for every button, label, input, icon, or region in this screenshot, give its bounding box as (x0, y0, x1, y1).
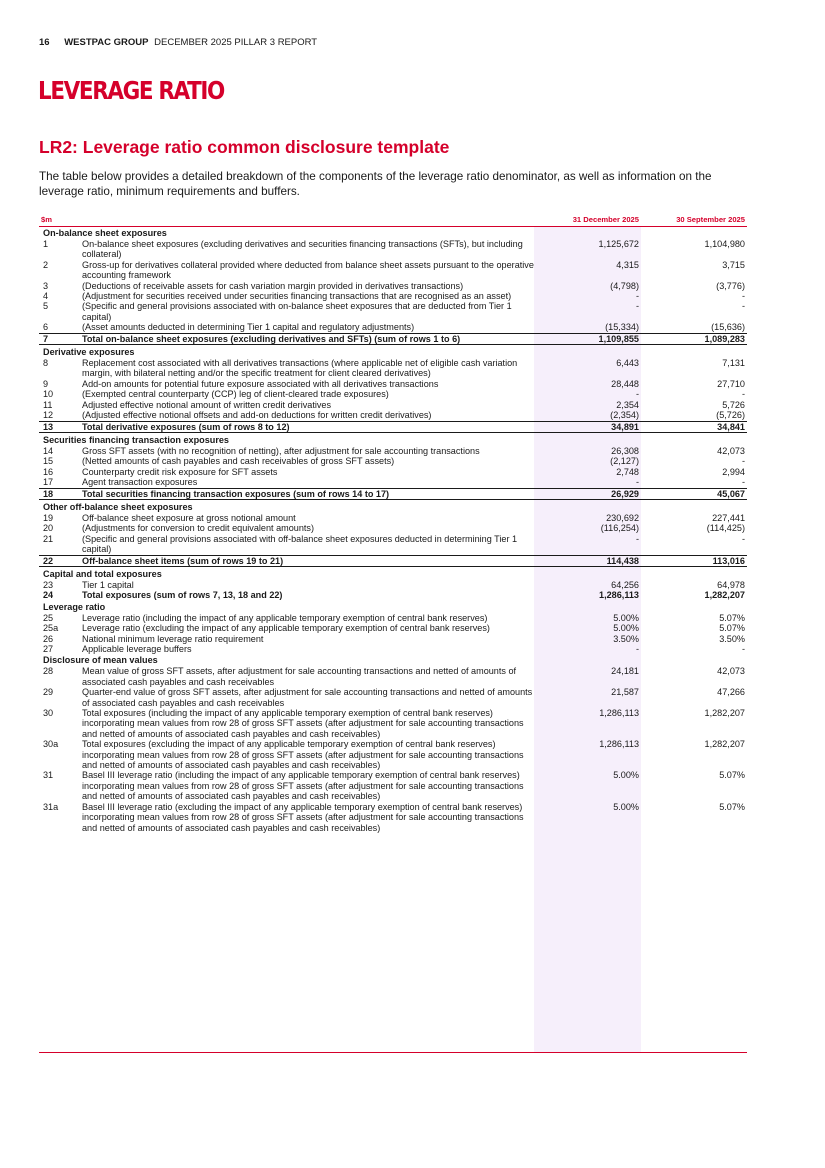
value-dec-2025: 2,748 (616, 466, 639, 477)
row-description: Basel III leverage ratio (excluding the impact of any applicable temporary exemption of central bank reserves) incorporating mean values from row 28 of gross SFT assets (after adjustment for sale accounting transactions and netted of amounts of associated cash payables and cash receivables) (82, 801, 524, 833)
row-number: 29 (43, 687, 54, 698)
table-row (39, 322, 747, 332)
value-sep-2025: 113,016 (712, 555, 745, 566)
value-sep-2025: 1,089,283 (704, 333, 745, 344)
value-sep-2025: 1,282,207 (704, 590, 745, 601)
table-row (39, 613, 747, 623)
row-number: 30a (43, 739, 59, 750)
value-dec-2025: - (635, 533, 639, 544)
value-sep-2025: 5.07% (719, 801, 745, 812)
row-number: 8 (43, 358, 49, 369)
value-sep-2025: 34,841 (717, 421, 745, 432)
value-sep-2025: (5,726) (716, 410, 745, 421)
value-dec-2025: 21,587 (611, 687, 639, 698)
row-description: Adjusted effective notional amount of written credit derivatives (82, 399, 332, 410)
table-title: LR2: Leverage ratio common disclosure template (39, 137, 450, 157)
table-row (39, 623, 747, 633)
row-description: Replacement cost associated with all derivatives transactions (where applicable net of eligible cash variation margin, with bilateral netting and/or the specific treatment for client cleared derivatives) (82, 358, 518, 379)
table-row (39, 421, 747, 433)
table-header (39, 213, 747, 227)
row-number: 15 (43, 456, 54, 467)
row-description: Basel III leverage ratio (including the impact of any applicable temporary exemption of central bank reserves) incorporating mean values from row 28 of gross SFT assets (after adjustment for sale accounting transactions and netted of amounts of associated cash payables and cash receivables) (82, 770, 524, 802)
table-row (39, 739, 747, 770)
value-sep-2025: 227,441 (712, 512, 745, 523)
table-row (39, 534, 747, 555)
row-number: 16 (43, 466, 54, 477)
value-sep-2025: 5.07% (719, 623, 745, 634)
table-row (39, 708, 747, 739)
value-sep-2025: 5,726 (722, 399, 745, 410)
table-row (39, 291, 747, 301)
table-row (39, 333, 747, 345)
section-title: LEVERAGE RATIO (38, 76, 224, 105)
row-description: (Adjusted effective notional offsets and add-on deductions for written credit derivatives) (82, 410, 432, 421)
row-description: Off-balance sheet exposure at gross notional amount (82, 512, 296, 523)
value-dec-2025: - (635, 291, 639, 302)
table-row (39, 379, 747, 389)
value-dec-2025: 5.00% (613, 623, 639, 634)
value-sep-2025: 47,266 (717, 687, 745, 698)
row-number: 19 (43, 512, 54, 523)
row-number: 6 (43, 322, 49, 333)
value-dec-2025: 6,443 (616, 358, 639, 369)
row-number: 20 (43, 523, 54, 534)
table-row (39, 477, 747, 487)
table-row (39, 301, 747, 322)
table-body (39, 227, 747, 833)
row-description: Agent transaction exposures (82, 477, 198, 488)
row-number: 14 (43, 445, 54, 456)
value-dec-2025: 4,315 (616, 259, 639, 270)
value-dec-2025: 26,929 (611, 488, 639, 499)
unit-label: $m (41, 214, 52, 224)
row-description: (Specific and general provisions associated with on-balance sheet exposures that are deducted from Tier 1 capital) (82, 301, 512, 322)
row-description: Gross SFT assets (with no recognition of netting), after adjustment for sale accounting transactions (82, 445, 480, 456)
row-description: Add-on amounts for potential future exposure associated with all derivatives transactions (82, 378, 439, 389)
row-number: 24 (43, 590, 54, 601)
row-description: (Deductions of receivable assets for cash variation margin provided in derivatives transactions) (82, 280, 464, 291)
value-sep-2025: 3,715 (722, 259, 745, 270)
table-row (39, 634, 747, 644)
table-row (39, 590, 747, 600)
row-number: 22 (43, 555, 54, 566)
table-bottom-rule (39, 1052, 747, 1053)
report-name: DECEMBER 2025 PILLAR 3 REPORT (154, 37, 318, 48)
row-description: On-balance sheet exposures (excluding derivatives and securities financing transactions (SFTs), but including collateral) (82, 239, 523, 260)
value-dec-2025: (4,798) (610, 280, 639, 291)
value-sep-2025: 2,994 (722, 466, 745, 477)
org-name: WESTPAC GROUP (64, 37, 149, 48)
category-heading: Securities financing transaction exposures (43, 434, 229, 445)
row-description: (Asset amounts deducted in determining Tier 1 capital and regulatory adjustments) (82, 322, 415, 333)
table-row (39, 770, 747, 801)
row-description: Tier 1 capital (82, 579, 134, 590)
value-dec-2025: - (635, 389, 639, 400)
column-header-sep-2025: 30 September 2025 (676, 214, 745, 224)
page-header (39, 37, 317, 48)
table-row (39, 400, 747, 410)
row-description: Counterparty credit risk exposure for SFT assets (82, 466, 278, 477)
category-heading: Leverage ratio (43, 601, 106, 612)
row-description: (Netted amounts of cash payables and cash receivables of gross SFT assets) (82, 456, 395, 467)
category-heading: Disclosure of mean values (43, 655, 158, 666)
value-dec-2025: 26,308 (611, 445, 639, 456)
value-sep-2025: 5.07% (719, 612, 745, 623)
value-dec-2025: (15,334) (605, 322, 639, 333)
value-dec-2025: (2,354) (610, 410, 639, 421)
table-row (39, 446, 747, 456)
row-number: 12 (43, 410, 54, 421)
value-sep-2025: 1,104,980 (704, 239, 745, 249)
category-heading: Derivative exposures (43, 347, 135, 358)
value-dec-2025: 3.50% (613, 633, 639, 644)
table-row (39, 644, 747, 654)
value-dec-2025: 28,448 (611, 378, 639, 389)
value-dec-2025: - (635, 301, 639, 312)
row-number: 21 (43, 533, 54, 544)
row-description: Applicable leverage buffers (82, 644, 192, 654)
value-sep-2025: 5.07% (719, 770, 745, 781)
value-sep-2025: - (741, 301, 745, 312)
row-description: (Adjustment for securities received under securities financing transactions that are recognised as an asset) (82, 291, 512, 302)
table-row (39, 555, 747, 567)
value-sep-2025: 3.50% (719, 633, 745, 644)
value-dec-2025: 34,891 (611, 421, 639, 432)
row-description: Off-balance sheet items (sum of rows 19 to 21) (82, 555, 284, 566)
leverage-ratio-table (39, 213, 747, 833)
row-number: 13 (43, 421, 54, 432)
row-number: 10 (43, 389, 54, 400)
value-dec-2025: 5.00% (613, 770, 639, 781)
value-sep-2025: - (741, 389, 745, 400)
row-description: Quarter-end value of gross SFT assets, after adjustment for sale accounting transactions and netted of amounts of associated cash payables and cash receivables (82, 687, 533, 708)
row-description: Total exposures (excluding the impact of any applicable temporary exemption of central bank reserves) incorporating mean values from row 28 of gross SFT assets (after adjustment for sale accounting transactions and netted of amounts of associated cash payables and cash receivables) (82, 739, 524, 771)
row-number: 28 (43, 666, 54, 677)
value-sep-2025: - (741, 456, 745, 467)
value-sep-2025: 42,073 (717, 445, 745, 456)
row-number: 2 (43, 259, 49, 270)
category-heading: Capital and total exposures (43, 568, 162, 579)
row-description: Gross-up for derivatives collateral provided where deducted from balance sheet assets pursuant to the operative accounting framework (82, 259, 534, 281)
row-number: 31a (43, 801, 59, 812)
page-number: 16 (39, 37, 50, 48)
row-number: 9 (43, 378, 49, 389)
row-number: 1 (43, 239, 49, 249)
row-description: Total on-balance sheet exposures (excluding derivatives and SFTs) (sum of rows 1 to 6) (82, 333, 461, 344)
table-row (39, 358, 747, 379)
row-description: Leverage ratio (excluding the impact of any applicable temporary exemption of central bank reserves) (82, 623, 490, 634)
value-sep-2025: - (741, 291, 745, 302)
value-dec-2025: 5.00% (613, 612, 639, 623)
row-number: 30 (43, 708, 54, 719)
value-sep-2025: (3,776) (716, 280, 745, 291)
table-row (39, 410, 747, 420)
category-heading: On-balance sheet exposures (43, 228, 167, 238)
row-description: National minimum leverage ratio requirement (82, 633, 264, 644)
table-row (39, 456, 747, 466)
value-dec-2025: 1,286,113 (599, 590, 639, 601)
table-row (39, 389, 747, 399)
value-sep-2025: 45,067 (717, 488, 745, 499)
row-description: Total derivative exposures (sum of rows 8 to 12) (82, 421, 290, 432)
row-number: 31 (43, 770, 54, 781)
row-number: 11 (43, 399, 53, 410)
intro-paragraph: The table below provides a detailed breakdown of the components of the leverage ratio denominator, as well as information on the leverage ratio, minimum requirements and buffers. (39, 170, 712, 198)
value-dec-2025: 1,125,672 (598, 239, 639, 249)
value-dec-2025: (2,127) (610, 456, 639, 467)
value-sep-2025: 1,282,207 (704, 708, 745, 719)
row-number: 23 (43, 579, 54, 590)
value-dec-2025: 5.00% (613, 801, 639, 812)
value-dec-2025: 1,286,113 (599, 708, 639, 719)
value-dec-2025: - (635, 644, 639, 654)
value-sep-2025: 64,978 (717, 579, 745, 590)
table-row (39, 580, 747, 590)
table-row (39, 687, 747, 708)
row-number: 5 (43, 301, 49, 312)
value-sep-2025: - (741, 644, 745, 654)
row-description: (Adjustments for conversion to credit equivalent amounts) (82, 523, 315, 534)
value-dec-2025: 1,109,855 (598, 333, 639, 344)
table-row (39, 488, 747, 500)
value-dec-2025: 230,692 (606, 512, 639, 523)
value-dec-2025: 64,256 (611, 579, 639, 590)
row-number: 17 (43, 477, 54, 488)
value-sep-2025: (15,636) (711, 322, 745, 333)
value-sep-2025: 27,710 (717, 378, 745, 389)
table-row (39, 513, 747, 523)
value-dec-2025: 114,438 (606, 555, 639, 566)
row-description: (Exempted central counterparty (CCP) leg of client-cleared trade exposures) (82, 389, 389, 400)
row-number: 25 (43, 612, 54, 623)
value-sep-2025: 42,073 (717, 666, 745, 677)
row-description: Leverage ratio (including the impact of any applicable temporary exemption of central bank reserves) (82, 612, 488, 623)
table-row (39, 260, 747, 281)
table-row (39, 802, 747, 833)
value-sep-2025: - (741, 533, 745, 544)
value-dec-2025: - (635, 477, 639, 488)
row-number: 7 (43, 333, 49, 344)
value-dec-2025: (116,254) (600, 523, 639, 534)
table-row (39, 281, 747, 291)
table-row (39, 467, 747, 477)
row-description: Total exposures (including the impact of any applicable temporary exemption of central bank reserves) incorporating mean values from row 28 of gross SFT assets (after adjustment for sale accounting transactions and netted of amounts of associated cash payables and cash receivables) (82, 708, 524, 739)
value-dec-2025: 24,181 (611, 666, 639, 677)
table-row (39, 523, 747, 533)
row-description: Mean value of gross SFT assets, after adjustment for sale accounting transactions and netted of amounts of associated cash payables and cash receivables (82, 666, 517, 687)
value-dec-2025: 1,286,113 (599, 739, 639, 750)
row-number: 3 (43, 280, 49, 291)
row-description: Total exposures (sum of rows 7, 13, 18 and 22) (82, 590, 283, 601)
table-row (39, 666, 747, 687)
row-number: 26 (43, 633, 54, 644)
value-sep-2025: 1,282,207 (704, 739, 745, 750)
table-row (39, 239, 747, 260)
row-description: Total securities financing transaction exposures (sum of rows 14 to 17) (82, 488, 390, 499)
row-description: (Specific and general provisions associated with off-balance sheet exposures deducted in determining Tier 1 capital) (82, 533, 518, 555)
row-number: 18 (43, 488, 54, 499)
category-heading: Other off-balance sheet exposures (43, 501, 193, 512)
value-dec-2025: 2,354 (616, 399, 639, 410)
value-sep-2025: (114,425) (706, 523, 745, 534)
row-number: 27 (43, 644, 54, 654)
column-header-dec-2025: 31 December 2025 (572, 214, 639, 224)
row-number: 4 (43, 291, 49, 302)
value-sep-2025: - (741, 477, 745, 488)
value-sep-2025: 7,131 (722, 358, 745, 369)
row-number: 25a (43, 623, 59, 634)
